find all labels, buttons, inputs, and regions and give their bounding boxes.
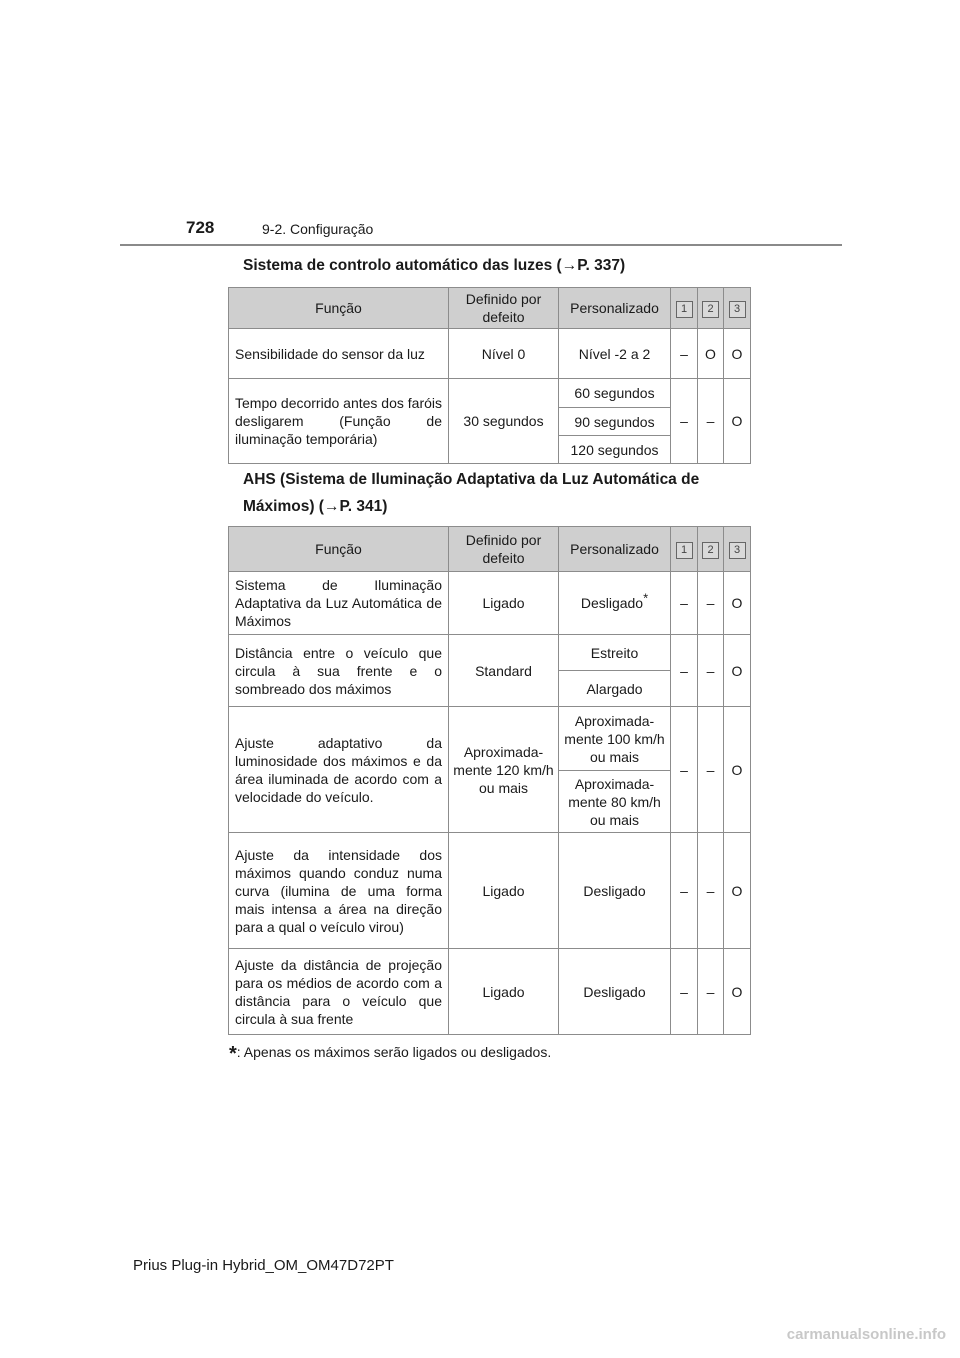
cell-mark-3: O: [724, 707, 751, 833]
table-row: [229, 833, 751, 949]
cell-definido: 30 segundos: [449, 379, 559, 464]
cell-personalizado: Estreito: [559, 635, 671, 671]
heading-text: Máximos) (: [243, 498, 324, 515]
table-row: [229, 572, 751, 635]
table-row: [229, 635, 751, 671]
header-col-2: [698, 288, 724, 329]
heading-text: AHS (Sistema de Iluminação Adaptativa da Luz Automática de: [243, 471, 700, 488]
page-number: 728: [186, 218, 215, 237]
header-col-1: [671, 288, 698, 329]
header-personalizado: Personalizado: [559, 527, 671, 572]
cell-mark-3: O: [724, 635, 751, 707]
cell-mark-2: –: [698, 949, 724, 1035]
cell-funcao: Ajuste da intensidade dos máximos quando conduz numa curva (ilumina de uma forma mais intensa a área na direção para a qual o veículo virou): [229, 833, 449, 949]
footer-manual-id: Prius Plug-in Hybrid_OM_OM47D72PT: [133, 1257, 394, 1274]
cell-mark-3: O: [724, 949, 751, 1035]
table-ahs: [228, 526, 751, 1035]
cell-mark-1: –: [671, 949, 698, 1035]
header-col-3: [724, 288, 751, 329]
header-personalizado: Personalizado: [559, 288, 671, 329]
asterisk-icon: *: [229, 1043, 237, 1065]
header-definido: Definido por defeito: [449, 527, 559, 572]
cell-personalizado: Nível -2 a 2: [559, 329, 671, 379]
number-2-icon: 2: [702, 542, 719, 559]
heading-ahs: [243, 466, 699, 520]
cell-mark-2: –: [698, 707, 724, 833]
cell-mark-2: O: [698, 329, 724, 379]
table-row: [229, 329, 751, 379]
cell-mark-2: –: [698, 379, 724, 464]
cell-definido: Standard: [449, 635, 559, 707]
cell-mark-2: –: [698, 635, 724, 707]
cell-personalizado: Aproximada-mente 80 km/h ou mais: [559, 771, 671, 833]
cell-personalizado: Desligado: [559, 833, 671, 949]
footnote-text: : Apenas os máximos serão ligados ou desligados.: [236, 1044, 552, 1060]
cell-mark-3: O: [724, 379, 751, 464]
header-col-2: [698, 527, 724, 572]
number-2-icon: 2: [702, 301, 719, 318]
arrow-right-icon: →: [561, 257, 578, 274]
page-ref-link[interactable]: P. 341): [339, 498, 388, 515]
cell-mark-3: O: [724, 833, 751, 949]
number-3-icon: 3: [729, 301, 746, 318]
cell-personalizado: 90 segundos: [559, 408, 671, 436]
cell-personalizado: [559, 572, 671, 635]
cell-funcao: Sensibilidade do sensor da luz: [229, 329, 449, 379]
number-3-icon: 3: [729, 542, 746, 559]
cell-mark-3: O: [724, 572, 751, 635]
cell-mark-1: –: [671, 635, 698, 707]
cell-mark-2: –: [698, 833, 724, 949]
watermark: carmanualsonline.info: [786, 1326, 946, 1343]
cell-funcao: Sistema de Iluminação Adaptativa da Luz Automática de Máximos: [229, 572, 449, 635]
table-header-row: [229, 527, 751, 572]
cell-funcao: Tempo decorrido antes dos faróis desligarem (Função de iluminação temporária): [229, 379, 449, 464]
cell-mark-1: –: [671, 833, 698, 949]
header-funcao: Função: [229, 288, 449, 329]
table-auto-lights: [228, 287, 751, 464]
cell-personalizado: 120 segundos: [559, 436, 671, 464]
header-col-3: [724, 527, 751, 572]
cell-personalizado-text: Desligado: [580, 595, 644, 611]
cell-definido: Ligado: [449, 949, 559, 1035]
cell-definido: Ligado: [449, 833, 559, 949]
table-row: [229, 707, 751, 771]
heading-text: Sistema de controlo automático das luzes (: [243, 257, 562, 274]
asterisk-icon: *: [643, 590, 649, 606]
cell-funcao: Ajuste da distância de projeção para os médios de acordo com a distância para o veículo que circula à sua frente: [229, 949, 449, 1035]
header-rule: [120, 244, 842, 246]
cell-personalizado: Aproximada-mente 100 km/h ou mais: [559, 707, 671, 771]
cell-definido: Ligado: [449, 572, 559, 635]
table-row: [229, 949, 751, 1035]
table-row: [229, 379, 751, 408]
cell-definido: Aproximada-mente 120 km/h ou mais: [449, 707, 559, 833]
number-1-icon: 1: [676, 542, 693, 559]
page-ref-link[interactable]: P. 337): [577, 257, 626, 274]
header-col-1: [671, 527, 698, 572]
cell-definido: Nível 0: [449, 329, 559, 379]
section-title: 9-2. Configuração: [262, 221, 374, 237]
footnote: [229, 1040, 551, 1063]
heading-auto-lights: [243, 252, 625, 279]
cell-funcao: Distância entre o veículo que circula à sua frente e o sombreado dos máximos: [229, 635, 449, 707]
cell-mark-1: –: [671, 379, 698, 464]
number-1-icon: 1: [676, 301, 693, 318]
cell-personalizado: Alargado: [559, 671, 671, 707]
cell-mark-2: –: [698, 572, 724, 635]
cell-funcao: Ajuste adaptativo da luminosidade dos máximos e da área iluminada de acordo com a velocidade do veículo.: [229, 707, 449, 833]
cell-mark-3: O: [724, 329, 751, 379]
cell-mark-1: –: [671, 707, 698, 833]
header-funcao: Função: [229, 527, 449, 572]
header-definido: Definido por defeito: [449, 288, 559, 329]
cell-mark-1: –: [671, 572, 698, 635]
arrow-right-icon: →: [323, 498, 340, 515]
cell-personalizado: 60 segundos: [559, 379, 671, 408]
table-header-row: [229, 288, 751, 329]
cell-personalizado: Desligado: [559, 949, 671, 1035]
cell-mark-1: –: [671, 329, 698, 379]
